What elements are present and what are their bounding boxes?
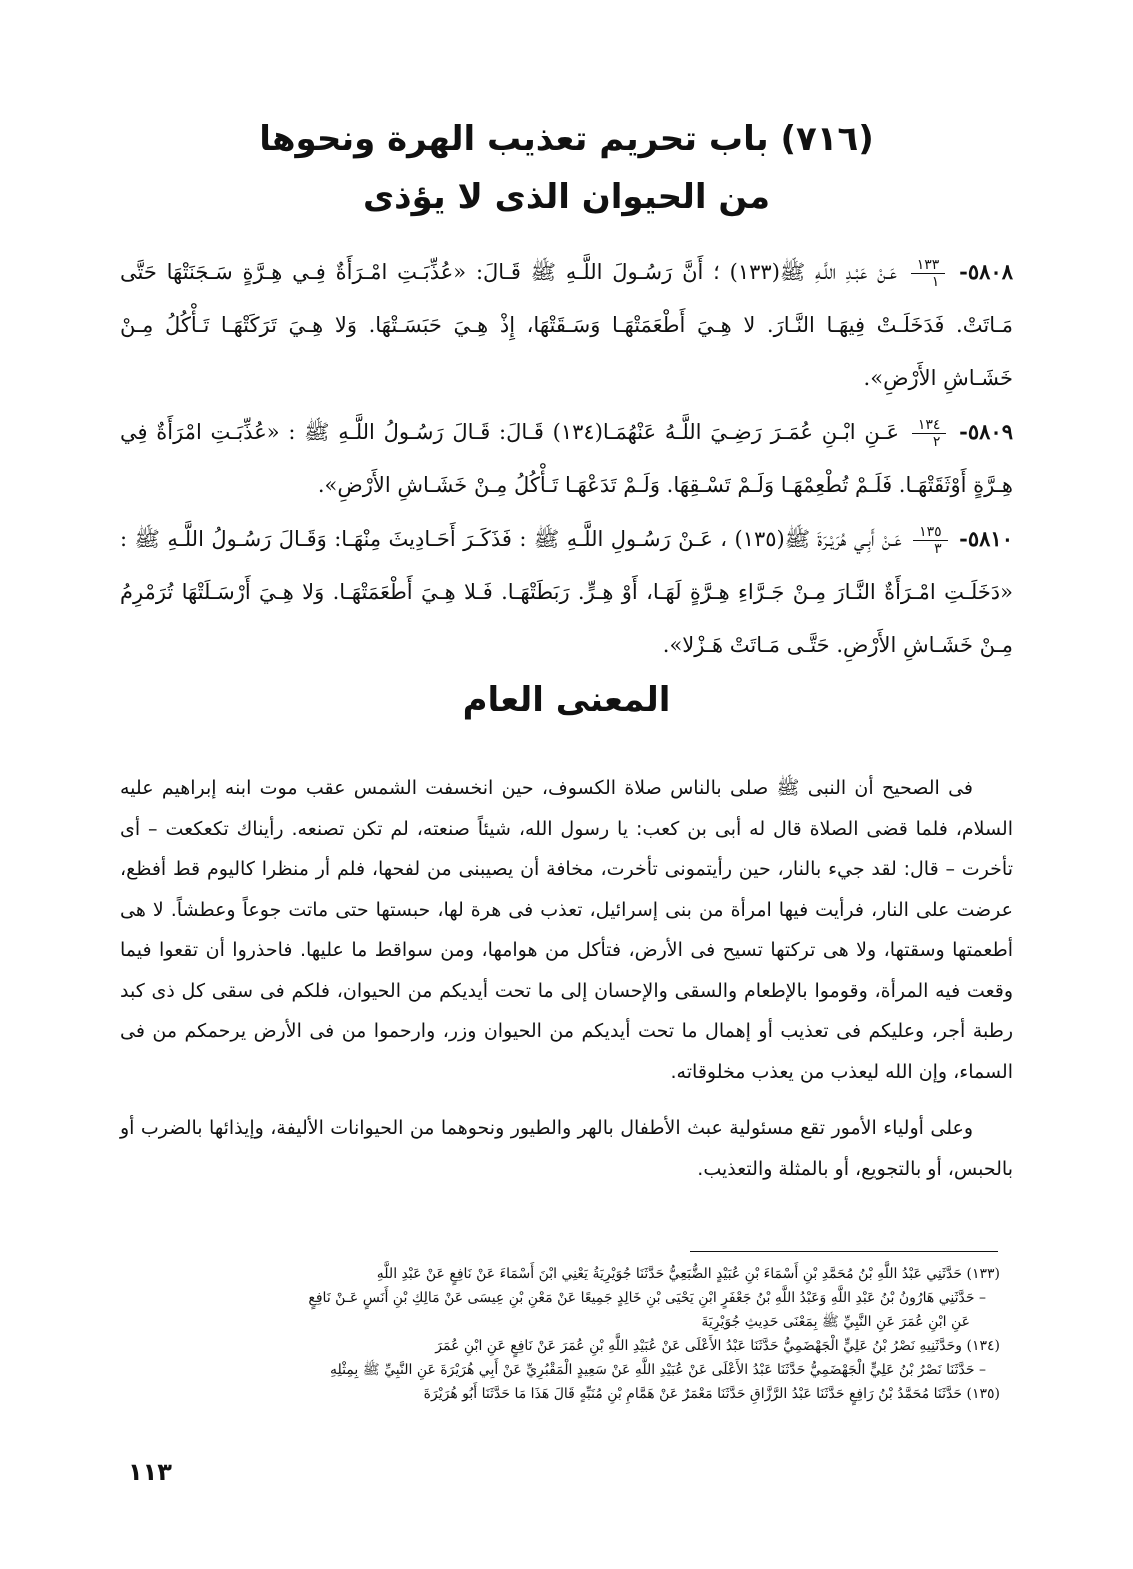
- hadith-5810: [120, 512, 1013, 672]
- footnotes: [225, 1262, 1000, 1406]
- hadith-number: ٥٨٠٨-: [959, 259, 1013, 284]
- hadith-number: ٥٨١٠-: [959, 526, 1013, 551]
- fraction-bottom: ٢: [932, 434, 941, 450]
- footnote-134-alt-chain: – حَدَّثَنَا نَصْرُ بْنُ عَلِيٍّ الْجَهْضَمِيُّ حَدَّثَنَا عَبْدُ الأَعْلَى عَنْ عُبَيْدِ اللَّهِ عَنْ سَعِيدٍ الْمَقْبُرِيِّ عَنْ أَبِي هُرَيْرَةَ عَنِ النَّبِيِّ ﷺ بِمِثْلِهِ: [329, 1362, 986, 1378]
- fraction-top: ١٣٣: [911, 257, 946, 274]
- footnote-divider: [690, 1251, 998, 1252]
- footnote-133-alt-chain: – حَدَّثَنِي هَارُونُ بْنُ عَبْدِ اللَّهِ وَعَبْدُ اللَّهِ بْنُ جَعْفَرٍ ابْنِ يَحْيَى بْنِ خَالِدٍ جَمِيعًا عَنْ مَعْنِ بْنِ عِيسَى عَنْ مَالِكِ بْنِ أَنَسٍ عَـنْ نَافِعٍ: [308, 1290, 986, 1306]
- hadith-fraction: [913, 524, 948, 557]
- commentary-body: [120, 768, 1013, 1189]
- chapter-title-line-2: من الحيوان الذى لا يؤذى: [362, 177, 771, 217]
- footnote-135: (١٣٥) حَدَّثَنَا مُحَمَّدُ بْنُ رَافِعٍ حَدَّثَنَا عَبْدُ الرَّزَّاقِ حَدَّثَنَا مَعْمَرٌ عَنْ هَمَّامِ بْنِ مُنَبِّهٍ قَالَ هَذَا مَا حَدَّثَنَا أَبُو هُرَيْرَةَ: [423, 1386, 1000, 1402]
- chapter-title-line-1: (٧١٦) باب تحريم تعذيب الهرة ونحوها: [259, 119, 874, 159]
- hadith-5808: [120, 245, 1013, 405]
- body-paragraph: وعلى أولياء الأمور تقع مسئولية عبث الأطفال بالهر والطيور ونحوهما من الحيوانات الأليفة، وإيذائها بالضرب أو بالحبس، أو بالتجويع، أو بالمثلة والتعذيب.: [120, 1117, 1013, 1180]
- chapter-title: [120, 110, 1013, 226]
- fraction-bottom: ١: [931, 274, 940, 290]
- hadith-list: [120, 245, 1013, 672]
- footnote-133-continuation: عَنِ ابْنِ عُمَرَ عَنِ النَّبِيِّ ﷺ بِمَعْنَى حَدِيثِ جُوَيْرِيَةَ: [701, 1314, 970, 1330]
- footnote-133: (١٣٣) حَدَّثَنِي عَبْدُ اللَّهِ بْنُ مُحَمَّدِ بْنِ أَسْمَاءَ بْنِ عُبَيْدٍ الضُّبَعِيُّ حَدَّثَنَا جُوَيْرِيَةُ يَعْنِي ابْنَ أَسْمَاءَ عَنْ نَافِعٍ عَنْ عَبْدِ اللَّهِ: [376, 1266, 1000, 1282]
- hadith-fraction: [911, 257, 946, 290]
- body-paragraph: فى الصحيح أن النبى ﷺ صلى بالناس صلاة الكسوف، حين انخسفت الشمس عقب موت ابنه إبراهيم عليه السلام، فلما قضى الصلاة قال له أبى بن كعب: يا رسول الله، شيئاً صنعته، لم تكن تصنعه. رأيناك تكعكعت – أى تأخرت – قال: لقد جيء بالنار، حين رأيتمونى تأخرت، مخافة أن يصيبنى من لفحها، فلم أر منظرا كاليوم قط أفظع، عرضت على النار، فرأيت فيها امرأة من بنى إسرائيل، تعذب فى هرة لها، حبستها حتى ماتت جوعاً وعطشاً. لا هى أطعمتها وسقتها، ولا هى تركتها تسيح فى الأرض، فتأكل من هوامها، ومن سواقط ما عليها. فاحذروا أن تقعوا فيما وقعت فيه المرأة، وقوموا بالإطعام والسقى والإحسان إلى ما تحت أيديكم من الحيوان، فلكم فى سقى كل ذى كبد رطبة أجر، وعليكم فى تعذيب أو إهمال ما تحت أيديكم من الحيوان وزر، وارحموا من فى الأرض يرحمكم من فى السماء، وإن الله ليعذب من يعذب مخلوقاته.: [120, 777, 1013, 1083]
- hadith-fraction: [912, 417, 947, 450]
- page-number: ١١٣: [128, 1458, 172, 1486]
- hadith-text: عَـنِ ابْـنِ عُمَـرَ رَضِـيَ اللَّـهُ عَنْهُمَـا(١٣٤) قَـالَ: قَـالَ رَسُـولُ اللَّـهِ ﷺ : «عُذِّبَـتِ امْرَأَةٌ فِي هِـرَّةٍ أَوْثَقَتْهَـا. فَلَـمْ تُطْعِمْهَـا وَلَـمْ تَسْـقِهَا. وَلَـمْ تَدَعْهَـا تَـأْكُلُ مِـنْ خَشَـاشِ الأَرْضِ».: [120, 420, 1013, 497]
- fraction-top: ١٣٥: [913, 524, 948, 541]
- hadith-text: عَـنْ أَبِـي هُرَيْـرَةَ ﷺ(١٣٥) ، عَـنْ رَسُـولِ اللَّـهِ ﷺ : فَذَكَـرَ أَحَـادِيثَ مِنْهَـا: وَقَـالَ رَسُـولُ اللَّـهِ ﷺ : «دَخَلَـتِ امْـرَأَةٌ النَّـارَ مِـنْ جَـرَّاءِ هِـرَّةٍ لَهَـا، أَوْ هِـرٍّ. رَبَطَتْهَـا. فَـلا هِـيَ أَطْعَمَتْهَـا. وَلا هِـيَ أَرْسَـلَتْهَا تُرَمْرِمُ مِـنْ خَشَـاشِ الأَرْضِ. حَتَّـى مَـاتَتْ هَـزْلا».: [120, 527, 1013, 657]
- hadith-number: ٥٨٠٩-: [959, 419, 1013, 444]
- hadith-5809: [120, 405, 1013, 512]
- section-heading: المعنى العام: [462, 680, 671, 720]
- fraction-top: ١٣٤: [912, 417, 947, 434]
- fraction-bottom: ٣: [934, 541, 942, 557]
- footnote-134: (١٣٤) وحَدَّثَنِيهِ نَصْرُ بْنُ عَلِيٍّ الْجَهْضَمِيُّ حَدَّثَنَا عَبْدُ الأَعْلَى عَنْ عُبَيْدِ اللَّهِ بْنِ عُمَرَ عَنْ نَافِعٍ عَنِ ابْنِ عُمَرَ: [435, 1338, 1000, 1354]
- hadith-text: عَـنْ عَبْـدِ اللَّـهِ ﷺ(١٣٣) ؛ أَنَّ رَسُـولَ اللَّـهِ ﷺ قَـالَ: «عُذِّبَـتِ امْـرَأَةٌ فِـي هِـرَّةٍ سَـجَنَتْهَا حَتَّى مَـاتَتْ. فَدَخَلَـتْ فِيهَـا النَّـارَ. لا هِـيَ أَطْعَمَتْهَـا وَسَـقَتْهَا، إِذْ هِـيَ حَبَسَـتْهَا. وَلا هِـيَ تَرَكَتْهَـا تَـأْكُلُ مِـنْ خَشَـاشِ الأَرْضِ».: [120, 260, 1013, 390]
